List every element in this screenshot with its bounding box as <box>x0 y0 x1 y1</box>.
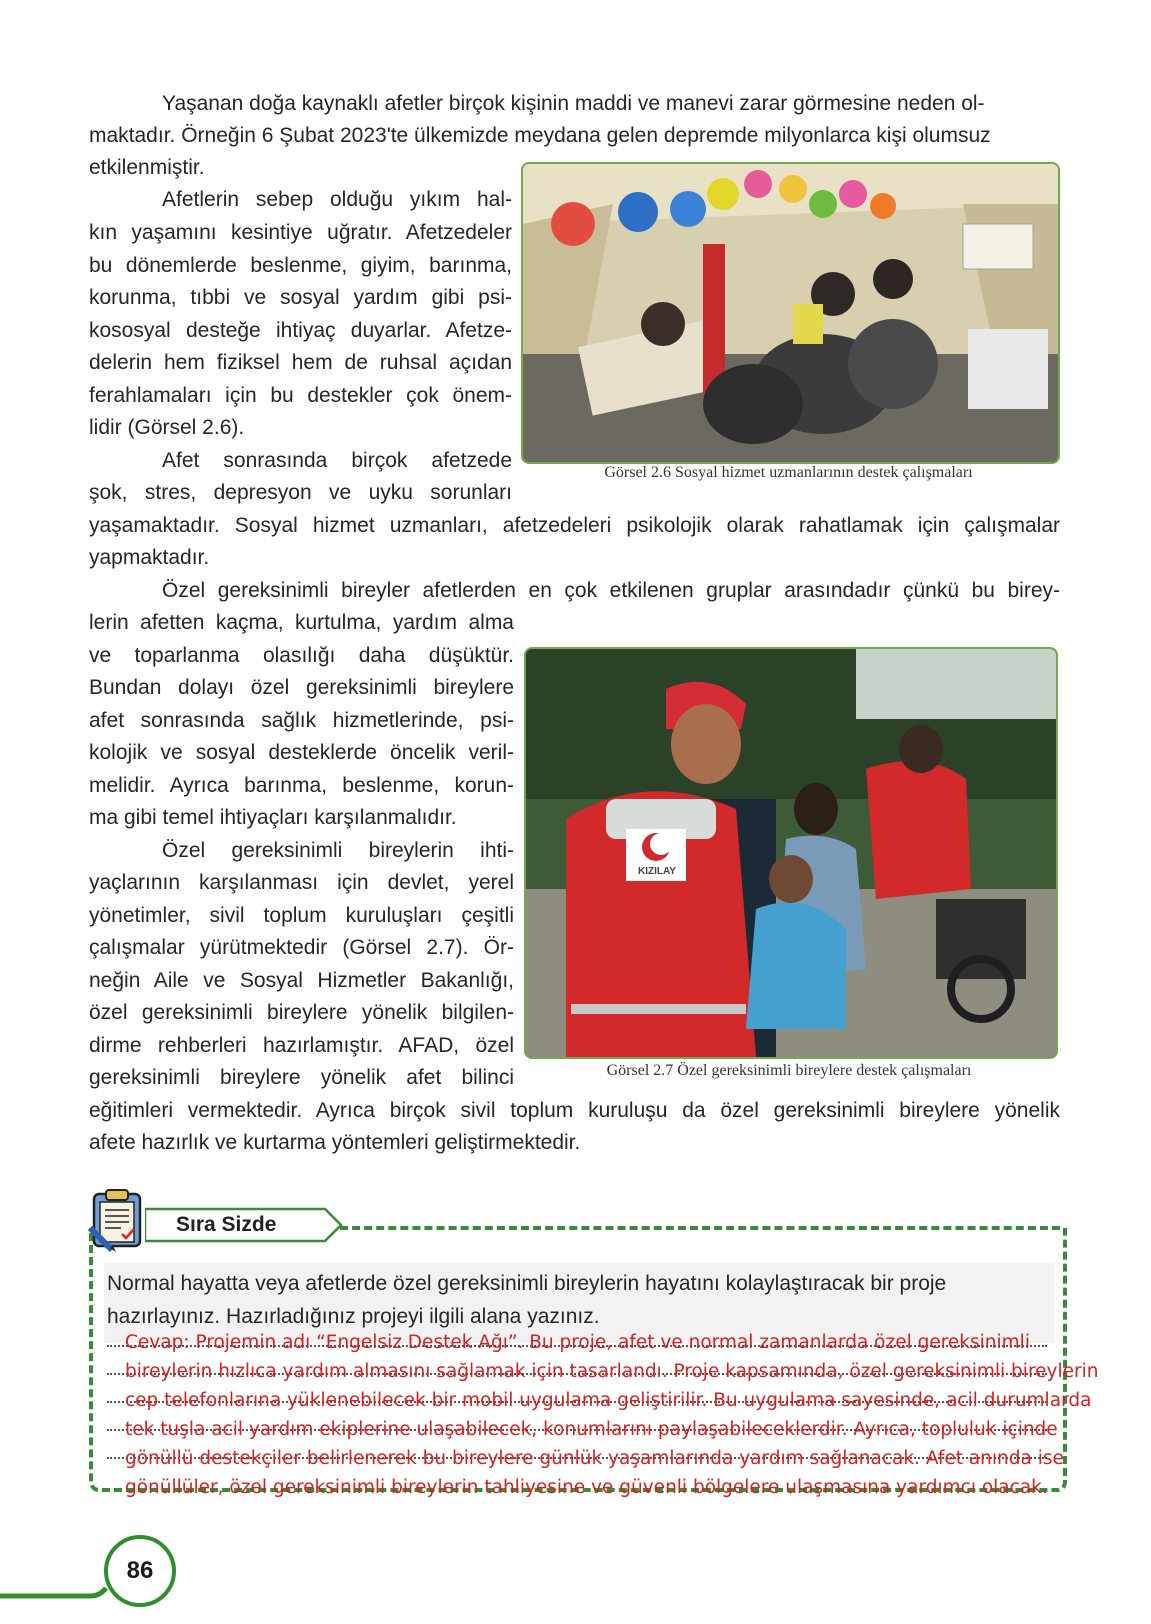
p4-line-5: kolojik ve sosyal desteklerde öncelik veril- <box>89 741 514 764</box>
p1-line-2: etkilenmiştir. <box>89 156 205 179</box>
p5-line-1: yaçlarının karşılanması için devlet, yerel <box>89 871 514 894</box>
page-number: 86 <box>104 1535 176 1607</box>
p3-line-3: yapmaktadır. <box>89 546 210 569</box>
p3-line-0: Afet sonrasında birçok afetzede <box>162 449 512 472</box>
p2-line-7: lidir (Görsel 2.6). <box>89 416 245 439</box>
p5-line-9: afete hazırlık ve kurtarma yöntemleri geliştirmektedir. <box>89 1131 581 1154</box>
p2-line-2: bu dönemlerde beslenme, giyim, barınma, <box>89 254 512 277</box>
figure-tent-photo <box>521 162 1060 464</box>
kizilay-volunteers-illustration <box>526 649 1056 1057</box>
p5-line-6: dirme rehberleri hazırlamıştır. AFAD, özel <box>89 1034 514 1057</box>
p4-line-6: melidir. Ayrıca barınma, beslenme, korun- <box>89 774 514 797</box>
vest-logo-text: KIZILAY <box>638 866 676 877</box>
p2-line-4: kososyal desteğe ihtiyaç duyarlar. Afetze- <box>89 319 512 342</box>
p3-line-2: yaşamaktadır. Sosyal hizmet uzmanları, afetzedeleri psikolojik olarak rahatlamak için çalışmalar <box>89 514 1060 537</box>
tent-classroom-illustration <box>523 164 1058 462</box>
p5-line-4: neğin Aile ve Sosyal Hizmetler Bakanlığı, <box>89 969 514 992</box>
p1-line-0: Yaşanan doğa kaynaklı afetler birçok kişinin maddi ve manevi zarar görmesine neden ol- <box>162 92 985 115</box>
activity-label: Sıra Sizde <box>176 1213 277 1236</box>
answer-line-0: Cevap: Projemin adı “Engelsiz Destek Ağı”. Bu proje, afet ve normal zamanlarda özel gereksinimli <box>125 1332 1030 1353</box>
p5-line-2: yönetimler, sivil toplum kuruluşları çeşitli <box>89 904 514 927</box>
figure-kizilay-photo <box>524 647 1058 1059</box>
answer-line-4: gönüllü destekçiler belirlenerek bu bireylere günlük yaşamlarında yardım sağlanacak. Afet anında ise <box>125 1448 1064 1469</box>
answer-line-1: bireylerin hızlıca yardım almasını sağlamak için tasarlandı. Proje kapsamında, özel gereksinimli bireylerin <box>125 1361 1099 1382</box>
activity-question-line-1: hazırlayınız. Hazırladığınız projeyi ilgili alana yazınız. <box>107 1305 600 1328</box>
p5-line-7: gereksinimli bireylere yönelik afet bilinci <box>89 1066 514 1089</box>
p2-line-6: ferahlamaları için bu destekler çok önem- <box>89 384 512 407</box>
p4-line-2: ve toparlanma olasılığı daha düşüktür. <box>89 644 514 667</box>
p2-line-0: Afetlerin sebep olduğu yıkım hal- <box>162 188 512 211</box>
figure-1-caption: Görsel 2.6 Sosyal hizmet uzmanlarının destek çalışmaları <box>604 464 973 481</box>
p2-line-3: korunma, tıbbi ve sosyal yardım gibi psi- <box>89 286 512 309</box>
activity-dashed-top <box>340 1226 1060 1230</box>
p3-line-1: şok, stres, depresyon ve uyku sorunları <box>89 481 512 504</box>
answer-line-2: cep telefonlarına yüklenebilecek bir mobil uygulama geliştirilir. Bu uygulama sayesinde, acil durumlarda <box>125 1390 1092 1411</box>
p5-line-5: özel gereksinimli bireylere yönelik bilgilen- <box>89 1001 514 1024</box>
activity-question-line-0: Normal hayatta veya afetlerde özel gereksinimli bireylerin hayatını kolaylaştıracak bir proje <box>107 1272 947 1295</box>
p2-line-5: delerin hem fiziksel hem de ruhsal açıdan <box>89 351 512 374</box>
clipboard-icon <box>86 1188 150 1254</box>
answer-line-3: tek tuşla acil yardım ekiplerine ulaşabilecek, konumlarını paylaşabileceklerdir. Ayrıca, topluluk içinde <box>125 1419 1058 1440</box>
p4-line-1: lerin afetten kaçma, kurtulma, yardım alma <box>89 611 514 634</box>
p4-line-3: Bundan dolayı özel gereksinimli bireylere <box>89 676 514 699</box>
p5-line-0: Özel gereksinimli bireylerin ihti- <box>162 839 514 862</box>
p2-line-1: kın yaşamını kesintiye uğratır. Afetzedeler <box>89 221 512 244</box>
p4-line-7: ma gibi temel ihtiyaçları karşılanmalıdır. <box>89 806 457 829</box>
p4-line-0: Özel gereksinimli bireyler afetlerden en çok etkilenen gruplar arasındadır çünkü bu birey- <box>162 579 1060 602</box>
p1-line-1: maktadır. Örneğin 6 Şubat 2023'te ülkemizde meydana gelen depremde milyonlarca kişi olumsuz <box>89 124 991 147</box>
p4-line-4: afet sonrasında sağlık hizmetlerinde, psi- <box>89 709 514 732</box>
figure-2-caption: Görsel 2.7 Özel gereksinimli bireylere destek çalışmaları <box>606 1062 972 1079</box>
p5-line-3: çalışmalar yürütmektedir (Görsel 2.7). Ör- <box>89 936 514 959</box>
answer-line-5: gönüllüler, özel gereksinimli bireylerin tahliyesine ve güvenli bölgelere ulaşmasına yardımcı olacak. <box>125 1477 1048 1498</box>
p5-line-8: eğitimleri vermektedir. Ayrıca birçok sivil toplum kuruluşu da özel gereksinimli bireylere yönelik <box>89 1099 1060 1122</box>
